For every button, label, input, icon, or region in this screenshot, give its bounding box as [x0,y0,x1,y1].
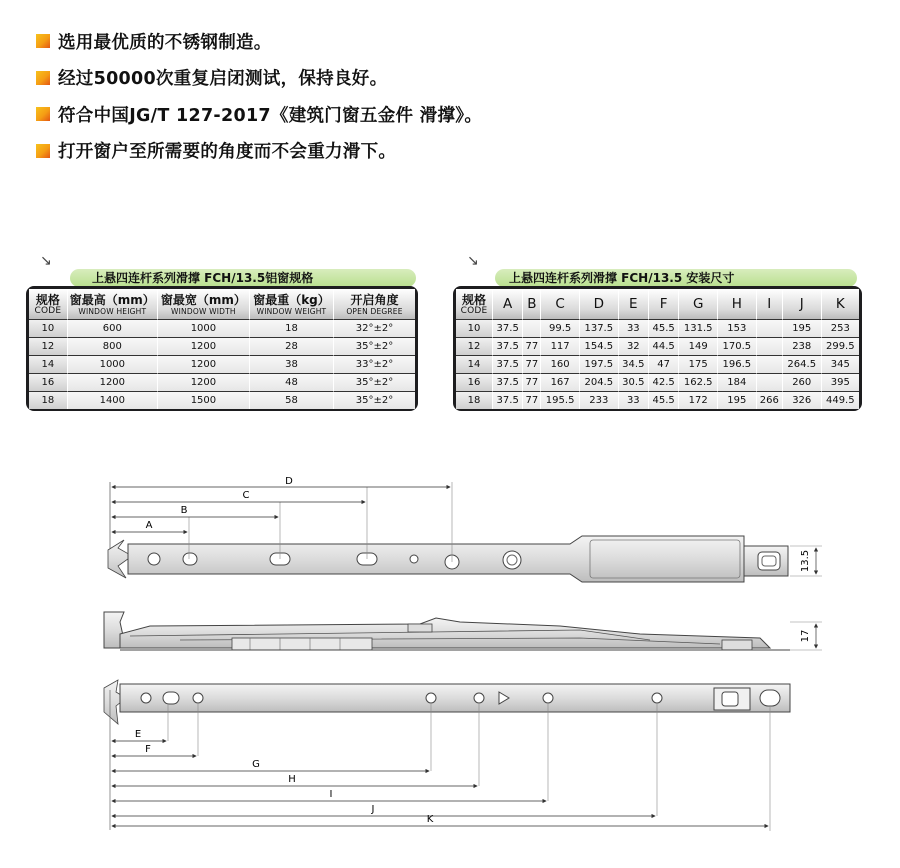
header-cell: 规格 CODE [456,289,493,319]
dim-label-K: K [426,814,434,825]
header-cell: 窗最重（kg） WINDOW WEIGHT [250,289,334,319]
table-cell: 32°±2° [334,319,415,337]
table-cell: 77 [523,337,541,355]
dim-label-I: I [329,789,333,800]
dim-label-A: A [145,520,153,531]
table-cell: 37.5 [493,319,523,337]
feature-text: 打开窗户至所需要的角度而不会重力滑下。 [58,142,397,162]
header-cell: 规格 CODE [29,289,68,319]
table-cell: 1500 [158,391,250,409]
top-view [108,476,822,582]
table-cell: 37.5 [493,337,523,355]
table-title: 上悬四连杆系列滑撑 FCH/13.5 安装尺寸 [495,269,857,287]
table-cell: 77 [523,355,541,373]
feature-text: 选用最优质的不锈钢制造。 [58,32,272,53]
header-cell: F [649,289,679,319]
header-cell: C [541,289,580,319]
table-cell: 197.5 [580,355,619,373]
table-cell: 33 [619,391,649,409]
code-cell: 12 [29,337,68,355]
table-cell: 195 [783,319,822,337]
dim-label-F: F [145,744,151,755]
header-cell: 窗最宽（mm） WINDOW WIDTH [158,289,250,319]
header-cell: E [619,289,649,319]
header-cell: B [523,289,541,319]
table-cell: 35°±2° [334,337,415,355]
code-cell: 18 [456,391,493,409]
table-cell: 154.5 [580,337,619,355]
table-cell: 449.5 [822,391,859,409]
feature-text: 经过50000次重复启闭测试，保持良好。 [58,69,388,89]
table-cell: 162.5 [679,373,718,391]
feature-text: 符合中国JG/T 127-2017《建筑门窗五金件 滑撑》。 [58,105,483,126]
table-cell: 99.5 [541,319,580,337]
table-cell: 204.5 [580,373,619,391]
table-cell: 77 [523,373,541,391]
code-cell: 10 [456,319,493,337]
table-cell: 47 [649,355,679,373]
table-cell: 1400 [68,391,158,409]
code-cell: 12 [456,337,493,355]
header-cell: K [822,289,859,319]
table-cell: 44.5 [649,337,679,355]
table-cell: 45.5 [649,319,679,337]
dim-label-B: B [180,505,188,516]
table-cell: 38 [250,355,334,373]
table-cell: 18 [250,319,334,337]
dim-label-G: G [252,759,260,770]
table-cell: 260 [783,373,822,391]
table-title: 上悬四连杆系列滑撑 FCH/13.5铝窗规格 [70,269,416,287]
table-cell: 160 [541,355,580,373]
table-cell: 1200 [158,355,250,373]
header-cell: I [757,289,783,319]
bottom-view [104,680,790,831]
table-cell: 1200 [158,373,250,391]
table-cell: 167 [541,373,580,391]
table-cell: 35°±2° [334,391,415,409]
table-cell: 33 [619,319,649,337]
height-label-top: 13.5 [800,549,811,573]
code-cell: 14 [456,355,493,373]
table-cell: 77 [523,391,541,409]
table-cell: 117 [541,337,580,355]
table-cell: 800 [68,337,158,355]
table-cell: 58 [250,391,334,409]
table-cell: 195 [718,391,757,409]
table-cell: 37.5 [493,355,523,373]
table-cell: 175 [679,355,718,373]
table-cell: 172 [679,391,718,409]
side-view [104,612,822,650]
table-cell: 35°±2° [334,373,415,391]
dim-label-C: C [242,490,250,501]
table-cell: 266 [757,391,783,409]
dim-label-H: H [288,774,296,785]
code-cell: 14 [29,355,68,373]
table-cell: 1200 [158,337,250,355]
table-cell: 34.5 [619,355,649,373]
table-cell: 37.5 [493,391,523,409]
table-cell: 30.5 [619,373,649,391]
table-cell: 37.5 [493,373,523,391]
table-cell: 195.5 [541,391,580,409]
table-cell: 33°±2° [334,355,415,373]
code-cell: 16 [456,373,493,391]
table-cell: 45.5 [649,391,679,409]
table-cell: 48 [250,373,334,391]
table-cell: 42.5 [649,373,679,391]
table-cell: 153 [718,319,757,337]
table-cell: 345 [822,355,859,373]
header-cell: 窗最高（mm） WINDOW HEIGHT [68,289,158,319]
table-cell: 131.5 [679,319,718,337]
table-cell: 170.5 [718,337,757,355]
header-cell: A [493,289,523,319]
table-cell: 600 [68,319,158,337]
table-cell: 299.5 [822,337,859,355]
table-cell: 32 [619,337,649,355]
table-cell: 1000 [158,319,250,337]
header-cell: 开启角度 OPEN DEGREE [334,289,415,319]
table-cell: 149 [679,337,718,355]
table-cell: 264.5 [783,355,822,373]
header-cell: H [718,289,757,319]
table-cell: 137.5 [580,319,619,337]
code-cell: 18 [29,391,68,409]
code-cell: 10 [29,319,68,337]
corner-arrow-icon: ↘ [40,253,52,269]
header-cell: G [679,289,718,319]
table-cell: 184 [718,373,757,391]
dim-label-J: J [371,804,375,815]
dim-label-E: E [134,729,142,740]
table-cell: 28 [250,337,334,355]
table-cell: 1000 [68,355,158,373]
header-cell: D [580,289,619,319]
corner-arrow-icon: ↘ [467,253,479,269]
table-cell: 326 [783,391,822,409]
table-cell: 196.5 [718,355,757,373]
table-cell: 253 [822,319,859,337]
table-cell: 233 [580,391,619,409]
table-cell: 395 [822,373,859,391]
header-cell: J [783,289,822,319]
table-cell: 238 [783,337,822,355]
dim-label-D: D [285,476,293,487]
table-cell: 1200 [68,373,158,391]
height-label-side: 17 [800,629,811,643]
code-cell: 16 [29,373,68,391]
